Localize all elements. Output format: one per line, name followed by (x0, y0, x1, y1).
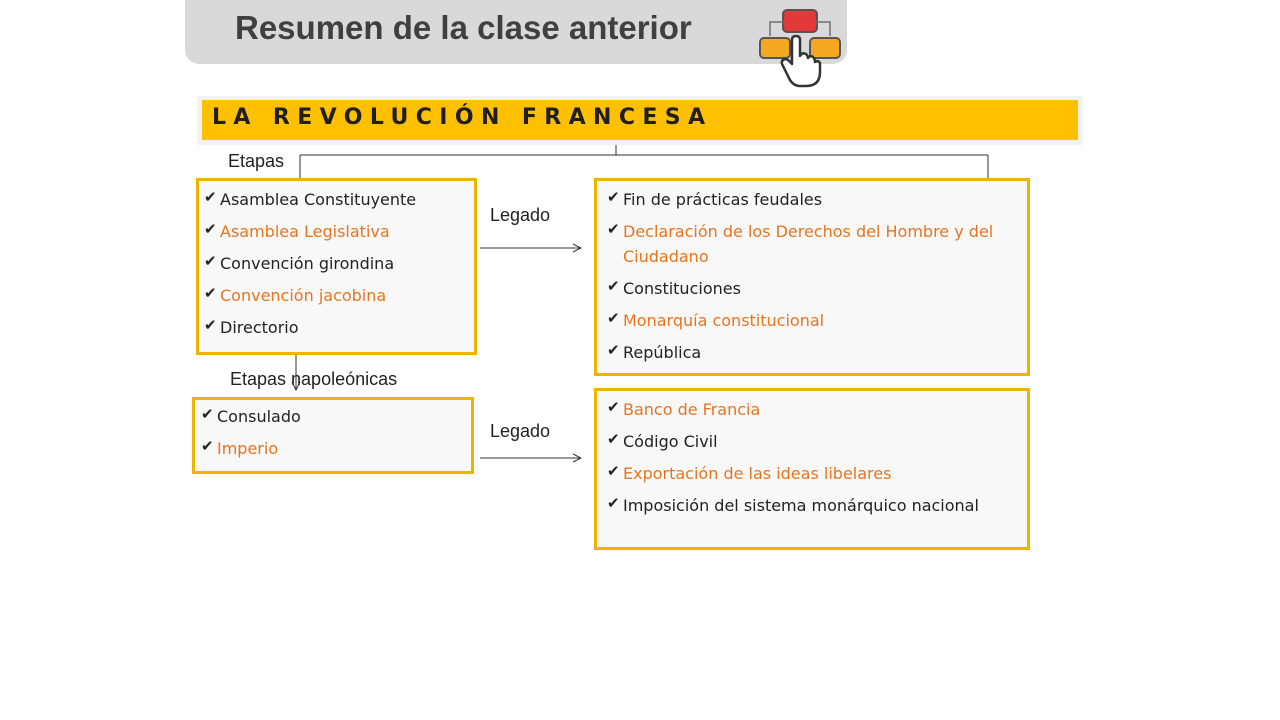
checkmark-icon: ✔ (607, 430, 620, 448)
list-item (203, 219, 470, 244)
banner-title: LA REVOLUCIÓN FRANCESA (212, 105, 713, 130)
checkmark-icon: ✔ (204, 188, 217, 206)
list-item-text: República (623, 343, 702, 362)
checkmark-icon: ✔ (607, 220, 620, 238)
list-item-text: Imposición del sistema monárquico nacional (623, 496, 979, 515)
label-etapas: Etapas (228, 151, 285, 171)
list-item-text: Asamblea Legislativa (220, 222, 390, 241)
list-item (606, 461, 1023, 486)
etapas-list (203, 187, 470, 340)
list-item-text: Monarquía constitucional (623, 311, 825, 330)
list-item-text: Fin de prácticas feudales (623, 190, 823, 209)
list-item-text: Asamblea Constituyente (220, 190, 417, 209)
list-item-text: Código Civil (623, 432, 718, 451)
legado-napoleonico-list (606, 397, 1023, 518)
label-etapas-napoleonicas: Etapas napoleónicas (230, 369, 398, 389)
list-item-text: Directorio (220, 318, 299, 337)
list-item (606, 397, 1023, 422)
list-item-text: Imperio (217, 439, 279, 458)
list-item (200, 436, 467, 461)
list-item-text: Consulado (217, 407, 301, 426)
list-item (200, 404, 467, 429)
list-item (606, 219, 1023, 269)
etapas-napoleonicas-list (200, 404, 467, 461)
checkmark-icon: ✔ (607, 188, 620, 206)
list-item-text: Banco de Francia (623, 400, 761, 419)
checkmark-icon: ✔ (204, 284, 217, 302)
list-item (203, 187, 470, 212)
list-item (606, 276, 1023, 301)
list-item (203, 283, 470, 308)
checkmark-icon: ✔ (607, 309, 620, 327)
checkmark-icon: ✔ (204, 316, 217, 334)
list-item-text: Exportación de las ideas libelares (623, 464, 892, 483)
checkmark-icon: ✔ (201, 405, 214, 423)
checkmark-icon: ✔ (204, 252, 217, 270)
list-item-text: Convención jacobina (220, 286, 387, 305)
legado-revolucion-box (594, 178, 1030, 376)
etapas-box (196, 178, 477, 355)
checkmark-icon: ✔ (607, 494, 620, 512)
label-legado-1: Legado (490, 205, 551, 225)
label-legado-2: Legado (490, 421, 551, 441)
list-item (606, 429, 1023, 454)
checkmark-icon: ✔ (204, 220, 217, 238)
list-item (606, 340, 1023, 365)
legado-napoleonico-box (594, 388, 1030, 550)
etapas-napoleonicas-box (192, 397, 474, 474)
checkmark-icon: ✔ (607, 277, 620, 295)
list-item-text: Declaración de los Derechos del Hombre y del Ciudadano (623, 222, 994, 266)
checkmark-icon: ✔ (607, 341, 620, 359)
list-item (606, 493, 1023, 518)
list-item-text: Constituciones (623, 279, 741, 298)
checkmark-icon: ✔ (607, 398, 620, 416)
checkmark-icon: ✔ (201, 437, 214, 455)
list-item-text: Convención girondina (220, 254, 395, 273)
list-item (203, 251, 470, 276)
list-item (606, 187, 1023, 212)
list-item (203, 315, 470, 340)
checkmark-icon: ✔ (607, 462, 620, 480)
page-title: Resumen de la clase anterior (235, 9, 692, 46)
legado-revolucion-list (606, 187, 1023, 365)
list-item (606, 308, 1023, 333)
